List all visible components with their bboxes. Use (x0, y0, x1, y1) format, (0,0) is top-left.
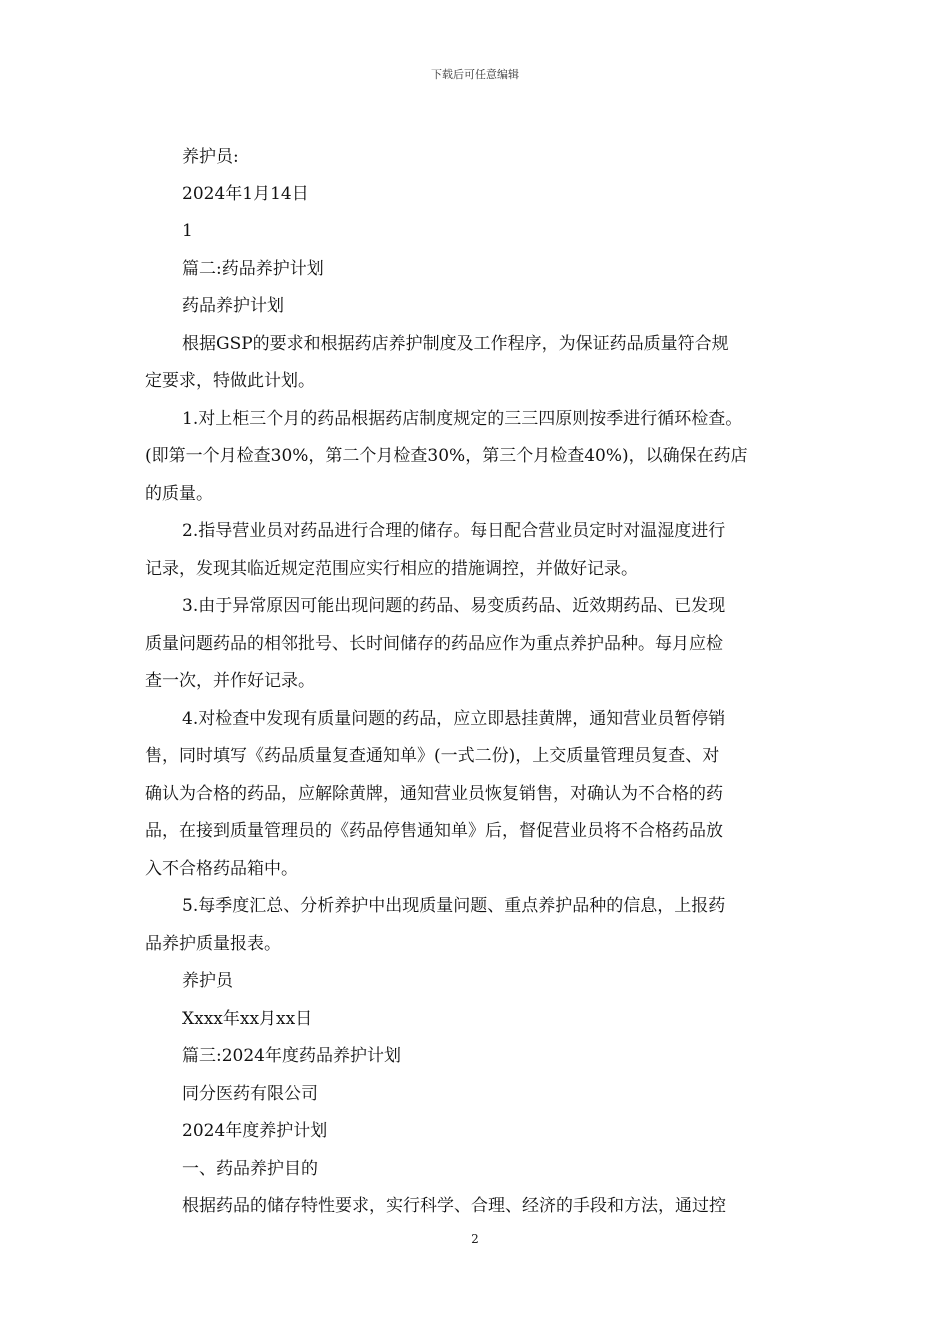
page-number: 2 (471, 1232, 479, 1246)
company-name: 同分医药有限公司 (182, 1084, 318, 1104)
signature-label: 养护员 (182, 971, 233, 991)
text-line: 质量问题药品的相邻批号、长时间储存的药品应作为重点养护品种。每月应检 (145, 634, 723, 654)
text-line: 根据GSP的要求和根据药店养护制度及工作程序，为保证药品质量符合规 (182, 334, 729, 354)
document-title: 药品养护计划 (182, 296, 284, 316)
text-line: 品养护质量报表。 (145, 934, 281, 954)
section-heading: 篇二:药品养护计划 (182, 259, 324, 279)
text-line: 2.指导营业员对药品进行合理的储存。每日配合营业员定时对温湿度进行 (182, 521, 726, 541)
document-title: 2024年度养护计划 (182, 1121, 328, 1141)
text-line: 定要求，特做此计划。 (145, 371, 315, 391)
section-heading: 篇三:2024年度药品养护计划 (182, 1046, 401, 1066)
text-line: 记录，发现其临近规定范围应实行相应的措施调控，并做好记录。 (145, 559, 638, 579)
text-line: 售，同时填写《药品质量复查通知单》(一式二份)，上交质量管理员复查、对 (145, 746, 720, 766)
text-line: 4.对检查中发现有质量问题的药品，应立即悬挂黄牌，通知营业员暂停销 (182, 709, 726, 729)
text-line: 品，在接到质量管理员的《药品停售通知单》后，督促营业员将不合格药品放 (145, 821, 723, 841)
text-line: 查一次，并作好记录。 (145, 671, 315, 691)
page-header: 下载后可任意编辑 (431, 68, 519, 81)
text-line: 5.每季度汇总、分析养护中出现质量问题、重点养护品种的信息，上报药 (182, 896, 726, 916)
text-line: 确认为合格的药品，应解除黄牌，通知营业员恢复销售，对确认为不合格的药 (145, 784, 723, 804)
signature-date: Xxxx年xx月xx日 (182, 1009, 313, 1029)
text-line: 入不合格药品箱中。 (145, 859, 298, 879)
subsection-heading: 一、药品养护目的 (182, 1159, 318, 1179)
text-line: 养护员: (182, 147, 239, 167)
text-line: 根据药品的储存特性要求，实行科学、合理、经济的手段和方法，通过控 (182, 1196, 726, 1216)
text-line: 1 (182, 221, 193, 241)
text-line: 1.对上柜三个月的药品根据药店制度规定的三三四原则按季进行循环检查。 (182, 409, 743, 429)
text-line: 2024年1月14日 (182, 184, 309, 204)
text-line: 3.由于异常原因可能出现问题的药品、易变质药品、近效期药品、已发现 (182, 596, 726, 616)
text-line: (即第一个月检查30%，第二个月检查30%，第三个月检查40%)，以确保在药店 (145, 446, 748, 466)
text-line: 的质量。 (145, 484, 213, 504)
